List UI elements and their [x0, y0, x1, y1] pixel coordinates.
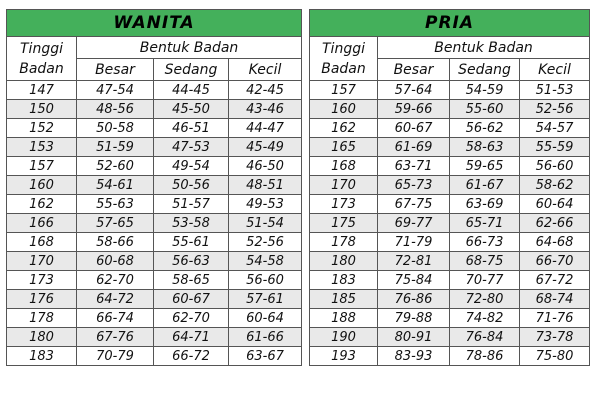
table-row: [310, 290, 590, 309]
weight-range-cell: 57-64: [378, 81, 450, 100]
height-cell: 152: [7, 119, 77, 138]
height-cell: 180: [7, 328, 77, 347]
weight-range-cell: 79-88: [378, 309, 450, 328]
wanita-col-besar: Besar: [77, 59, 154, 81]
height-cell: 168: [310, 157, 378, 176]
weight-range-cell: 52-56: [229, 233, 302, 252]
pria-table: [309, 9, 590, 366]
weight-range-cell: 60-64: [520, 195, 590, 214]
table-row: [7, 195, 302, 214]
weight-range-cell: 61-66: [229, 328, 302, 347]
weight-range-cell: 66-70: [520, 252, 590, 271]
pria-group-header: Bentuk Badan: [378, 37, 590, 59]
wanita-height-header-line2: Badan: [19, 60, 64, 77]
height-cell: 183: [310, 271, 378, 290]
table-row: [310, 176, 590, 195]
table-row: [310, 214, 590, 233]
weight-range-cell: 67-76: [77, 328, 154, 347]
pria-col-sedang: Sedang: [450, 59, 520, 81]
height-cell: 166: [7, 214, 77, 233]
height-cell: 176: [7, 290, 77, 309]
table-row: [310, 328, 590, 347]
weight-range-cell: 66-73: [450, 233, 520, 252]
weight-range-cell: 48-56: [77, 100, 154, 119]
weight-range-cell: 56-60: [520, 157, 590, 176]
weight-range-cell: 56-62: [450, 119, 520, 138]
table-row: [7, 271, 302, 290]
wanita-height-header: [7, 37, 77, 81]
weight-range-cell: 43-46: [229, 100, 302, 119]
height-cell: 188: [310, 309, 378, 328]
weight-range-cell: 71-76: [520, 309, 590, 328]
weight-range-cell: 72-80: [450, 290, 520, 309]
weight-range-cell: 48-51: [229, 176, 302, 195]
table-row: [7, 347, 302, 366]
weight-range-cell: 67-72: [520, 271, 590, 290]
weight-range-cell: 66-72: [154, 347, 229, 366]
weight-range-cell: 72-81: [378, 252, 450, 271]
weight-range-cell: 78-86: [450, 347, 520, 366]
table-row: [310, 252, 590, 271]
weight-range-cell: 62-66: [520, 214, 590, 233]
weight-range-cell: 69-77: [378, 214, 450, 233]
wanita-table-body: [7, 10, 302, 366]
weight-range-cell: 55-60: [450, 100, 520, 119]
weight-range-cell: 60-67: [378, 119, 450, 138]
table-row: [310, 233, 590, 252]
height-cell: 190: [310, 328, 378, 347]
table-row: [310, 100, 590, 119]
table-row: [7, 214, 302, 233]
weight-range-cell: 50-56: [154, 176, 229, 195]
weight-range-cell: 54-59: [450, 81, 520, 100]
wanita-group-header: Bentuk Badan: [77, 37, 302, 59]
weight-range-cell: 65-73: [378, 176, 450, 195]
wanita-height-header-line1: Tinggi: [20, 40, 63, 57]
table-row: [310, 347, 590, 366]
weight-range-cell: 46-50: [229, 157, 302, 176]
weight-range-cell: 60-67: [154, 290, 229, 309]
weight-range-cell: 75-80: [520, 347, 590, 366]
height-cell: 170: [310, 176, 378, 195]
pria-height-header-line1: Tinggi: [322, 40, 365, 57]
height-cell: 160: [310, 100, 378, 119]
table-row: [310, 195, 590, 214]
weight-range-cell: 62-70: [77, 271, 154, 290]
weight-range-cell: 75-84: [378, 271, 450, 290]
height-cell: 153: [7, 138, 77, 157]
weight-range-cell: 70-77: [450, 271, 520, 290]
height-cell: 160: [7, 176, 77, 195]
weight-range-cell: 62-70: [154, 309, 229, 328]
table-row: [7, 309, 302, 328]
weight-range-cell: 44-45: [154, 81, 229, 100]
height-cell: 173: [7, 271, 77, 290]
weight-range-cell: 63-71: [378, 157, 450, 176]
height-cell: 157: [310, 81, 378, 100]
height-cell: 180: [310, 252, 378, 271]
height-cell: 178: [7, 309, 77, 328]
weight-range-cell: 55-59: [520, 138, 590, 157]
weight-range-cell: 60-68: [77, 252, 154, 271]
weight-range-cell: 44-47: [229, 119, 302, 138]
table-row: [7, 100, 302, 119]
wanita-table: [6, 9, 302, 366]
weight-range-cell: 58-66: [77, 233, 154, 252]
weight-range-cell: 76-84: [450, 328, 520, 347]
weight-range-cell: 57-61: [229, 290, 302, 309]
pria-title-row: [310, 10, 590, 37]
height-cell: 147: [7, 81, 77, 100]
height-cell: 178: [310, 233, 378, 252]
table-row: [310, 309, 590, 328]
weight-range-cell: 66-74: [77, 309, 154, 328]
height-cell: 162: [310, 119, 378, 138]
height-cell: 170: [7, 252, 77, 271]
weight-range-cell: 51-59: [77, 138, 154, 157]
weight-range-cell: 57-65: [77, 214, 154, 233]
pria-height-header-line2: Badan: [321, 60, 366, 77]
height-cell: 162: [7, 195, 77, 214]
height-cell: 185: [310, 290, 378, 309]
pria-col-besar: Besar: [378, 59, 450, 81]
weight-range-cell: 52-56: [520, 100, 590, 119]
pria-title: PRIA: [310, 10, 590, 37]
weight-range-cell: 55-61: [154, 233, 229, 252]
table-row: [7, 157, 302, 176]
pria-height-header: [310, 37, 378, 81]
weight-range-cell: 64-68: [520, 233, 590, 252]
weight-range-cell: 54-58: [229, 252, 302, 271]
weight-range-cell: 65-71: [450, 214, 520, 233]
height-cell: 165: [310, 138, 378, 157]
height-cell: 168: [7, 233, 77, 252]
weight-range-cell: 42-45: [229, 81, 302, 100]
weight-range-cell: 64-72: [77, 290, 154, 309]
weight-range-cell: 59-66: [378, 100, 450, 119]
weight-range-cell: 58-63: [450, 138, 520, 157]
weight-range-cell: 58-62: [520, 176, 590, 195]
weight-range-cell: 53-58: [154, 214, 229, 233]
weight-range-cell: 51-53: [520, 81, 590, 100]
weight-range-cell: 68-74: [520, 290, 590, 309]
table-row: [7, 176, 302, 195]
weight-range-cell: 67-75: [378, 195, 450, 214]
pria-col-kecil: Kecil: [520, 59, 590, 81]
wanita-col-sedang: Sedang: [154, 59, 229, 81]
weight-range-cell: 58-65: [154, 271, 229, 290]
weight-range-cell: 49-54: [154, 157, 229, 176]
weight-range-cell: 63-67: [229, 347, 302, 366]
table-row: [7, 233, 302, 252]
weight-range-cell: 70-79: [77, 347, 154, 366]
table-row: [310, 157, 590, 176]
pria-table-body: [310, 10, 590, 366]
height-cell: 175: [310, 214, 378, 233]
weight-range-cell: 50-58: [77, 119, 154, 138]
table-row: [7, 290, 302, 309]
table-row: [310, 138, 590, 157]
weight-range-cell: 83-93: [378, 347, 450, 366]
weight-range-cell: 80-91: [378, 328, 450, 347]
height-cell: 193: [310, 347, 378, 366]
pria-header-row-1: [310, 37, 590, 59]
weight-range-cell: 73-78: [520, 328, 590, 347]
height-cell: 150: [7, 100, 77, 119]
wanita-header-row-1: [7, 37, 302, 59]
weight-range-cell: 68-75: [450, 252, 520, 271]
weight-range-cell: 63-69: [450, 195, 520, 214]
weight-range-cell: 47-54: [77, 81, 154, 100]
wanita-title: WANITA: [7, 10, 302, 37]
table-row: [7, 138, 302, 157]
weight-range-cell: 45-49: [229, 138, 302, 157]
height-cell: 157: [7, 157, 77, 176]
weight-range-cell: 51-54: [229, 214, 302, 233]
weight-range-cell: 74-82: [450, 309, 520, 328]
weight-range-cell: 61-69: [378, 138, 450, 157]
weight-range-cell: 56-63: [154, 252, 229, 271]
height-cell: 173: [310, 195, 378, 214]
table-row: [7, 328, 302, 347]
weight-range-cell: 54-61: [77, 176, 154, 195]
height-cell: 183: [7, 347, 77, 366]
weight-range-cell: 61-67: [450, 176, 520, 195]
wanita-col-kecil: Kecil: [229, 59, 302, 81]
weight-range-cell: 52-60: [77, 157, 154, 176]
wanita-title-row: [7, 10, 302, 37]
weight-range-cell: 45-50: [154, 100, 229, 119]
weight-range-cell: 54-57: [520, 119, 590, 138]
weight-range-cell: 59-65: [450, 157, 520, 176]
weight-range-cell: 71-79: [378, 233, 450, 252]
weight-range-cell: 64-71: [154, 328, 229, 347]
weight-range-cell: 46-51: [154, 119, 229, 138]
table-row: [310, 271, 590, 290]
table-row: [7, 81, 302, 100]
weight-range-cell: 49-53: [229, 195, 302, 214]
weight-range-cell: 47-53: [154, 138, 229, 157]
weight-range-cell: 56-60: [229, 271, 302, 290]
weight-range-cell: 60-64: [229, 309, 302, 328]
weight-range-cell: 55-63: [77, 195, 154, 214]
table-row: [7, 119, 302, 138]
table-row: [7, 252, 302, 271]
table-row: [310, 119, 590, 138]
weight-range-cell: 76-86: [378, 290, 450, 309]
table-row: [310, 81, 590, 100]
weight-range-cell: 51-57: [154, 195, 229, 214]
